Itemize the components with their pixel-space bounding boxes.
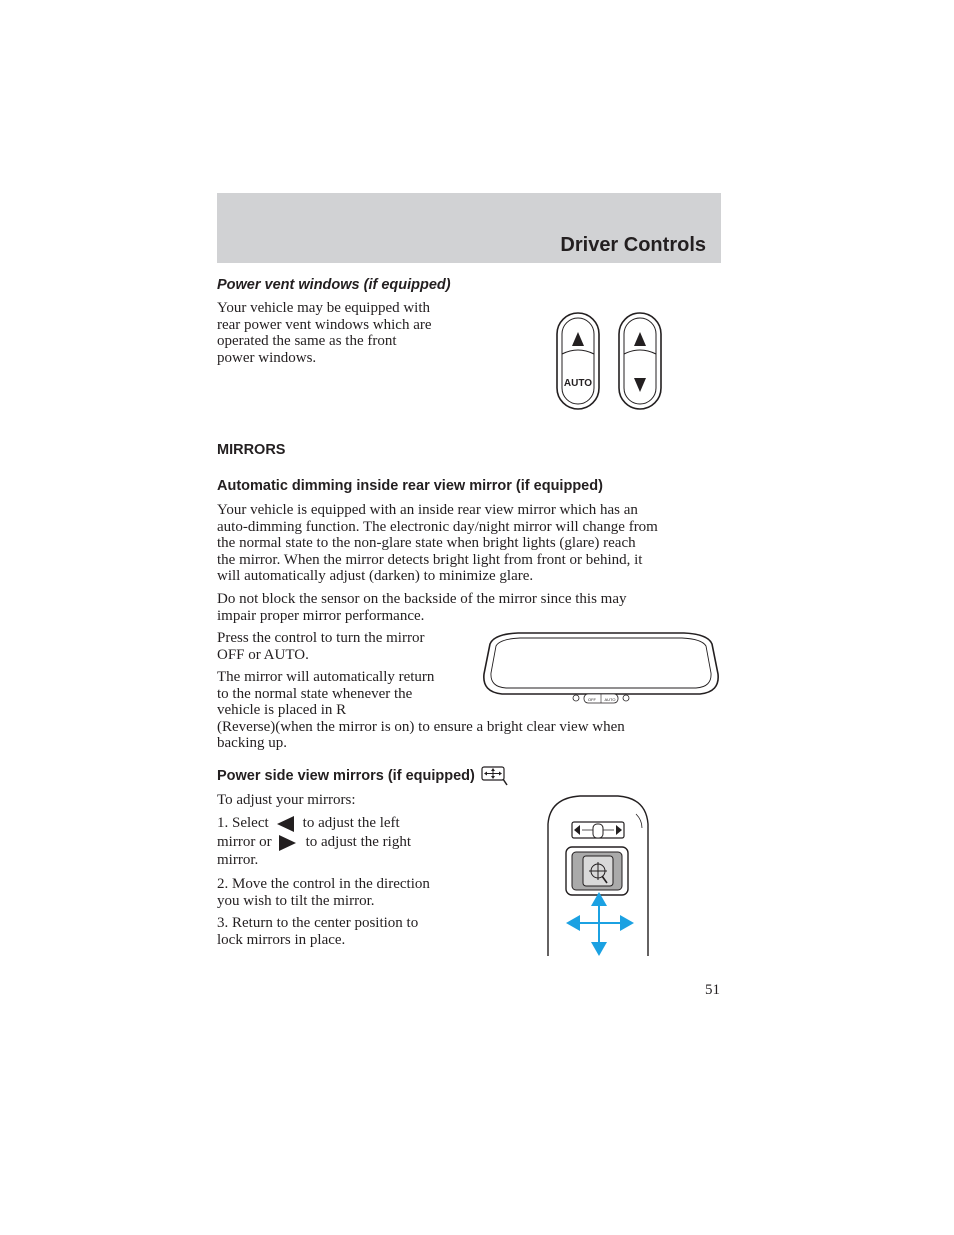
text-line: Your vehicle is equipped with an inside rear view mirror which has an [217, 502, 638, 518]
text-fragment: to adjust the left [302, 815, 400, 832]
section-title: Driver Controls [560, 234, 706, 256]
text-fragment: 1. Select [217, 815, 269, 832]
text-line: to the normal state whenever the [217, 685, 413, 702]
page-number: 51 [705, 982, 720, 998]
side-mirrors-heading-row [217, 765, 509, 787]
mirror-led-icon [623, 695, 629, 701]
text-line: the mirror. When the mirror detects bright light from front or behind, it [217, 551, 643, 568]
text-line: (Reverse)(when the mirror is on) to ensure a bright clear view when [217, 718, 625, 735]
mirror-adjust-icon [481, 765, 509, 787]
auto-dim-heading: Automatic dimming inside rear view mirror (if equipped) [217, 478, 603, 494]
side-step-1 [217, 814, 477, 869]
mirror-off-label: OFF [588, 697, 596, 702]
side-mirrors-heading: Power side view mirrors (if equipped) [217, 768, 475, 784]
auto-label: AUTO [563, 378, 593, 389]
vent-line: rear power vent windows which are [217, 316, 432, 333]
text-line: mirror. [217, 852, 259, 868]
text-line: backing up. [217, 735, 287, 751]
right-triangle-icon [276, 834, 298, 852]
side-intro: To adjust your mirrors: [217, 792, 356, 808]
text-fragment: mirror or [217, 834, 272, 851]
text-line: you wish to tilt the mirror. [217, 892, 375, 909]
mirror-led-icon [573, 695, 579, 701]
vent-switches-illustration [552, 310, 668, 414]
text-line: the normal state to the non-glare state when bright lights (glare) reach [217, 535, 636, 551]
rearview-mirror-illustration [478, 630, 724, 706]
text-line: The mirror will automatically return [217, 669, 435, 685]
side-mirror-control-illustration [544, 792, 652, 962]
vent-line: power windows. [217, 349, 317, 366]
text-line: 2. Move the control in the direction [217, 876, 430, 892]
text-line: auto-dimming function. The electronic day/night mirror will change from [217, 518, 658, 535]
auto-dim-paragraph-2 [217, 591, 721, 624]
side-step-3 [217, 915, 418, 948]
manual-window-switch [619, 313, 661, 409]
auto-dim-paragraph-1 [217, 502, 721, 585]
text-line: Press the control to turn the mirror [217, 630, 425, 646]
text-line: lock mirrors in place. [217, 931, 346, 948]
auto-dim-paragraph-3 [217, 630, 424, 663]
vent-line: operated the same as the front [217, 333, 397, 349]
text-line: impair proper mirror performance. [217, 607, 425, 624]
vent-line: Your vehicle may be equipped with [217, 300, 431, 316]
vent-heading: Power vent windows (if equipped) [217, 277, 451, 293]
text-line: OFF or AUTO. [217, 646, 309, 663]
auto-window-switch [557, 313, 599, 409]
text-fragment: to adjust the right [305, 834, 411, 851]
mirror-auto-label: AUTO [604, 697, 616, 702]
left-triangle-icon [275, 815, 297, 833]
text-line: Do not block the sensor on the backside of the mirror since this may [217, 591, 627, 607]
section-header [217, 193, 721, 263]
vent-paragraph [217, 300, 432, 366]
mirrors-heading: MIRRORS [217, 442, 286, 458]
text-line: vehicle is placed in R [217, 702, 347, 718]
text-line: 3. Return to the center position to [217, 915, 419, 931]
text-line: will automatically adjust (darken) to minimize glare. [217, 568, 534, 584]
side-step-2 [217, 876, 430, 909]
